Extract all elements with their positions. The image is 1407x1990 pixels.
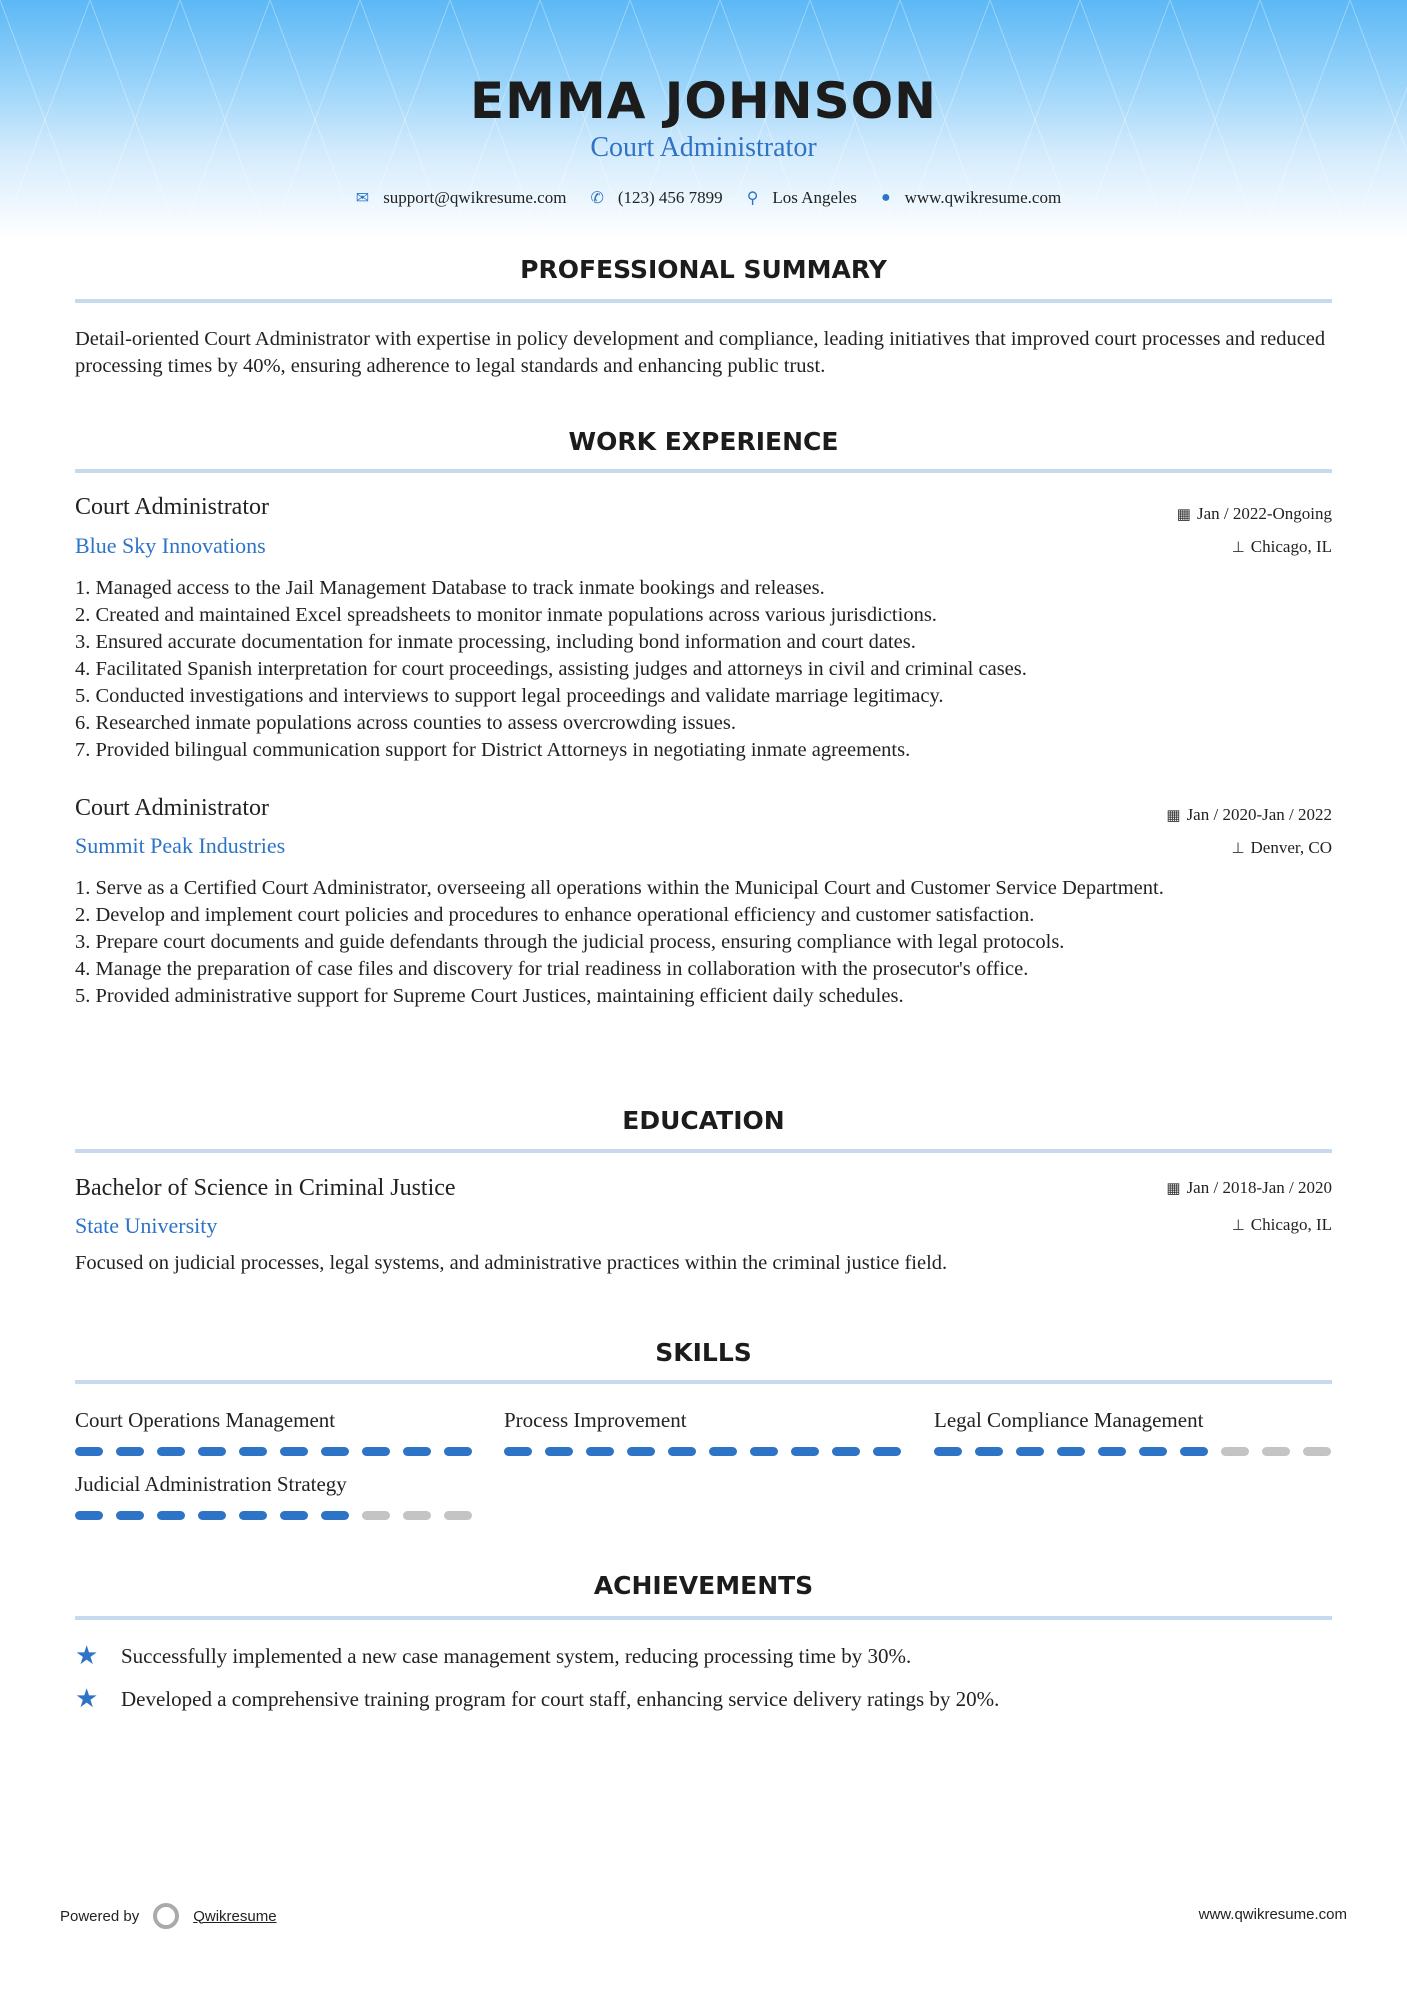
pin-icon: ⊥ [1231, 841, 1245, 857]
degree: Bachelor of Science in Criminal Justice [75, 1175, 456, 1201]
list-item: 6. Researched inmate populations across counties to assess overcrowding issues. [75, 712, 736, 734]
list-item: 2. Develop and implement court policies and procedures to enhance operational efficiency and customer satisfaction. [75, 904, 1035, 926]
skill-level-dash [116, 1511, 144, 1520]
job-location [1232, 537, 1332, 557]
list-item: 1. Managed access to the Jail Management Database to track inmate bookings and releases. [75, 577, 825, 599]
experience-heading: WORK EXPERIENCE [568, 427, 839, 456]
education-heading: EDUCATION [622, 1106, 785, 1135]
skill-level-dash [1057, 1447, 1085, 1456]
skill-level-dash [627, 1447, 655, 1456]
footer-url[interactable]: www.qwikresume.com [1198, 1906, 1347, 1923]
school: State University [75, 1213, 218, 1238]
achievement-text: Developed a comprehensive training program for court staff, enhancing service delivery ratings by 20%. [121, 1686, 1000, 1711]
phone-icon: ✆ [590, 190, 604, 207]
skill-level-dash [362, 1511, 390, 1520]
powered-by-label: Powered by [60, 1907, 140, 1925]
location-text: Chicago, IL [1250, 537, 1332, 556]
list-item: 5. Conducted investigations and interviews to support legal proceedings and validate marriage legitimacy. [75, 685, 944, 707]
star-icon: ★ [75, 1641, 99, 1670]
skill-level-bar [504, 1447, 904, 1456]
job-title: Court Administrator [75, 795, 269, 821]
job-dates [1166, 805, 1332, 825]
education-description: Focused on judicial processes, legal systems, and administrative practices within the criminal justice field. [75, 1252, 948, 1274]
pin-icon: ⊥ [1231, 540, 1245, 556]
skill-level-dash [198, 1511, 226, 1520]
list-item: 2. Created and maintained Excel spreadsheets to monitor inmate populations across various jurisdictions. [75, 604, 937, 626]
skill-level-dash [545, 1447, 573, 1456]
skill-level-dash [1180, 1447, 1208, 1456]
job-bullets [75, 875, 1335, 1010]
skill-item [75, 1472, 475, 1520]
candidate-name: EMMA JOHNSON [470, 72, 937, 130]
education-dates [1166, 1178, 1332, 1198]
skill-level-dash [750, 1447, 778, 1456]
skill-level-dash [239, 1511, 267, 1520]
divider [75, 469, 1332, 473]
skill-level-dash [873, 1447, 901, 1456]
skill-level-dash [1221, 1447, 1249, 1456]
skill-level-dash [321, 1511, 349, 1520]
skill-level-bar [75, 1511, 475, 1520]
skill-level-dash [280, 1511, 308, 1520]
list-item: 5. Provided administrative support for Supreme Court Justices, maintaining efficient daily schedules. [75, 985, 904, 1007]
list-item: 4. Facilitated Spanish interpretation for court proceedings, assisting judges and attorneys in civil and criminal cases. [75, 658, 1027, 680]
skill-level-dash [934, 1447, 962, 1456]
dates-text: Jan / 2022-Ongoing [1196, 504, 1332, 523]
skill-level-dash [668, 1447, 696, 1456]
company: Summit Peak Industries [75, 833, 286, 858]
summary-heading: PROFESSIONAL SUMMARY [520, 255, 887, 284]
dates-text: Jan / 2020-Jan / 2022 [1186, 805, 1332, 824]
skill-name: Court Operations Management [75, 1408, 336, 1432]
skill-item [504, 1408, 904, 1456]
footer-powered [60, 1903, 277, 1929]
divider [75, 299, 1332, 303]
location-pin-icon: ⚲ [746, 190, 759, 207]
achievement-item [75, 1641, 911, 1671]
skill-level-dash [157, 1447, 185, 1456]
divider [75, 1380, 1332, 1384]
globe-icon: ● [880, 189, 891, 206]
company: Blue Sky Innovations [75, 533, 266, 558]
candidate-title: Court Administrator [590, 132, 817, 163]
list-item: 7. Provided bilingual communication support for District Attorneys in negotiating inmate agreements. [75, 739, 911, 761]
skill-level-dash [75, 1447, 103, 1456]
calendar-icon: ▦ [1176, 507, 1191, 523]
email[interactable]: support@qwikresume.com [383, 188, 567, 207]
location-text: Denver, CO [1250, 838, 1332, 857]
contact-bar [0, 188, 1407, 208]
skill-level-dash [709, 1447, 737, 1456]
calendar-icon: ▦ [1166, 1181, 1181, 1197]
skill-level-dash [116, 1447, 144, 1456]
achievements-heading: ACHIEVEMENTS [593, 1571, 814, 1600]
skill-level-dash [1139, 1447, 1167, 1456]
skill-level-dash [1262, 1447, 1290, 1456]
skill-level-dash [832, 1447, 860, 1456]
job-location [1231, 838, 1332, 858]
star-icon: ★ [75, 1684, 99, 1713]
achievement-text: Successfully implemented a new case management system, reducing processing time by 30%. [121, 1643, 912, 1668]
location-text: Chicago, IL [1250, 1215, 1332, 1234]
summary-text: Detail-oriented Court Administrator with expertise in policy development and compliance, leading initiatives that improved court processes and reduced processing times by 40%, ensuring adherence to legal standards and enhancing public trust. [75, 328, 1326, 377]
skill-item [75, 1408, 475, 1456]
brand-link[interactable]: Qwikresume [193, 1907, 277, 1925]
website[interactable]: www.qwikresume.com [904, 188, 1062, 207]
skill-level-dash [1098, 1447, 1126, 1456]
skill-level-dash [586, 1447, 614, 1456]
skill-level-dash [362, 1447, 390, 1456]
skill-level-dash [75, 1511, 103, 1520]
list-item: 3. Ensured accurate documentation for inmate processing, including bond information and court dates. [75, 631, 916, 653]
skill-item [934, 1408, 1334, 1456]
job-dates [1177, 504, 1332, 524]
skill-name: Process Improvement [504, 1408, 687, 1432]
skill-level-dash [504, 1447, 532, 1456]
skill-level-dash [444, 1447, 472, 1456]
skill-level-dash [975, 1447, 1003, 1456]
skill-level-dash [403, 1511, 431, 1520]
skill-level-dash [280, 1447, 308, 1456]
skill-level-dash [321, 1447, 349, 1456]
list-item: 1. Serve as a Certified Court Administrator, overseeing all operations within the Municipal Court and Customer Service Department. [75, 877, 1164, 899]
skill-level-bar [934, 1447, 1334, 1456]
skill-level-dash [1303, 1447, 1331, 1456]
skills-heading: SKILLS [655, 1338, 752, 1367]
pin-icon: ⊥ [1231, 1218, 1245, 1234]
email-icon: ✉ [355, 190, 370, 207]
calendar-icon: ▦ [1166, 808, 1181, 824]
skill-name: Judicial Administration Strategy [75, 1472, 347, 1496]
skill-level-dash [791, 1447, 819, 1456]
skill-level-dash [1016, 1447, 1044, 1456]
skill-level-bar [75, 1447, 475, 1456]
skill-name: Legal Compliance Management [934, 1408, 1204, 1432]
skill-level-dash [239, 1447, 267, 1456]
skill-level-dash [198, 1447, 226, 1456]
divider [75, 1149, 1332, 1153]
phone: (123) 456 7899 [617, 188, 723, 207]
list-item: 3. Prepare court documents and guide defendants through the judicial process, ensuring compliance with legal protocols. [75, 931, 1065, 953]
job-title: Court Administrator [75, 494, 269, 520]
location: Los Angeles [772, 188, 857, 207]
skill-level-dash [403, 1447, 431, 1456]
achievement-item [75, 1684, 999, 1714]
qwikresume-logo-icon [153, 1903, 179, 1929]
dates-text: Jan / 2018-Jan / 2020 [1186, 1178, 1332, 1197]
divider [75, 1616, 1332, 1620]
education-location [1232, 1215, 1332, 1235]
job-bullets [75, 575, 1335, 764]
skill-level-dash [157, 1511, 185, 1520]
skill-level-dash [444, 1511, 472, 1520]
list-item: 4. Manage the preparation of case files and discovery for trial readiness in collaboration with the prosecutor's office. [75, 958, 1029, 980]
